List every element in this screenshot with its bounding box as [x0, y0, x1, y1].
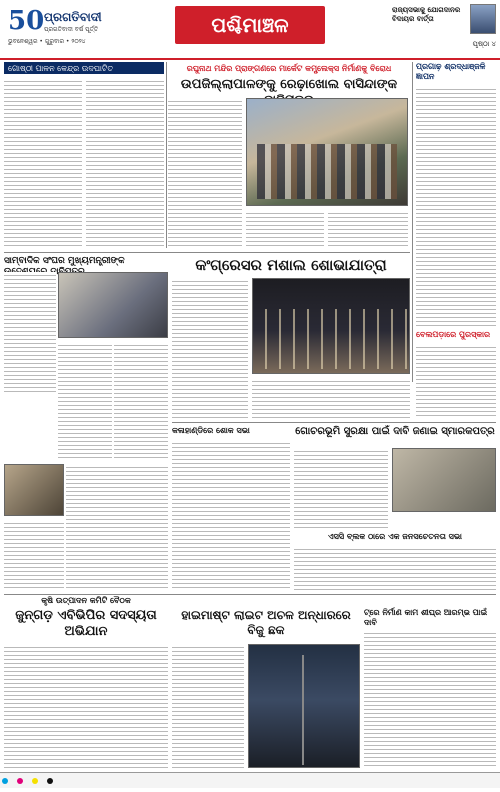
- newspaper-logo[interactable]: [8, 4, 138, 52]
- left-story-body: [4, 78, 82, 248]
- lead-kicker[interactable]: ରଘୁନାଥ ମନ୍ଦିର ପ୍ରାଙ୍ଗଣରେ ମାର୍କେଟ କମ୍ପ୍ଲେକ୍ସ ନିର୍ମାଣକୁ ବିରୋଧ: [186, 64, 392, 73]
- row3-photo[interactable]: [392, 448, 496, 512]
- masthead-tag: ରାଜ୍ୟସଭାକୁ ଯୋଗଦାନର ବିଦାୟର ବାର୍ତ୍ତା: [392, 6, 461, 23]
- black-dot-icon: [47, 778, 53, 784]
- portrait-photo: [470, 4, 496, 34]
- row-divider-3: [4, 594, 496, 595]
- yellow-dot-icon: [32, 778, 38, 784]
- logo-name: ପ୍ରଗତିବାଦୀ: [44, 10, 102, 24]
- masthead-right: [392, 4, 496, 54]
- row3-sub-body: [294, 546, 496, 590]
- column-divider: [166, 62, 167, 248]
- mid-center-body-2: [252, 378, 410, 418]
- left-lower-body: [66, 464, 168, 590]
- left-story-body-2: [86, 78, 164, 248]
- mid-left-body-3: [114, 342, 168, 460]
- column-divider-right: [412, 62, 413, 382]
- torch-rally-photo[interactable]: [252, 278, 410, 374]
- lead-photo[interactable]: [246, 98, 408, 206]
- bottom-center-body: [172, 644, 244, 768]
- high-mast-photo[interactable]: [248, 644, 360, 768]
- bottom-right-body: [364, 630, 496, 768]
- page-number: ପୃଷ୍ଠା ୪: [472, 40, 496, 48]
- right-column-body: [416, 86, 496, 326]
- section-title: ପଶ୍ଚିମାଞ୍ଚଳ: [175, 6, 325, 44]
- top-strip-headline[interactable]: ଗୋଷ୍ଠୀ ପାଳନ କେନ୍ଦ୍ର ଉଦଘାଟିତ: [4, 62, 164, 74]
- lead-story-body: [168, 98, 242, 248]
- row-divider: [4, 252, 410, 253]
- row3-center-headline[interactable]: କଳାହାଣ୍ଡିରେ ଶୋକ ସଭା: [172, 426, 250, 435]
- lead-headline[interactable]: ଉପଜିଲ୍ଲାପାଳଙ୍କୁ ରେଢ଼ାଖୋଲ ବାସିନ୍ଦାଙ୍କ: [180, 77, 398, 92]
- cyan-dot-icon: [2, 778, 8, 784]
- mid-left-photo[interactable]: [58, 272, 168, 338]
- mid-left-body-2: [58, 342, 112, 460]
- row-divider-2: [172, 422, 496, 423]
- lead-story-body-2: [246, 210, 324, 248]
- bottom-center-headline[interactable]: ହାଇମାଷ୍ଟ ଲାଇଟ ଅଚଳ ଅନ୍ଧାରରେ ବିଜୁ ଛକ: [181, 608, 351, 637]
- masthead: [0, 0, 500, 58]
- row3-sub-headline[interactable]: ଏସସି ବ୍ଲକ ଠାରେ ଏକ ଜନସଚେତନତା ସଭା: [328, 532, 462, 541]
- row3-center-body: [172, 440, 290, 590]
- magenta-dot-icon: [17, 778, 23, 784]
- left-lower-body-2: [4, 520, 64, 590]
- logo-number: 50: [8, 6, 45, 36]
- masthead-rule: [0, 58, 500, 60]
- mid-center-headline[interactable]: କଂଗ୍ରେସର ମଶାଲ ଶୋଭାଯାତ୍ରା: [195, 256, 387, 274]
- right-mid-headline[interactable]: ବେଲପଡ଼ାରେ ପୁରସ୍କାର: [416, 330, 491, 339]
- row3-right-headline[interactable]: ଗୋଚରଭୂମି ସୁରକ୍ଷା ପାଇଁ ଦାବି ଜଣାଇ ସ୍ମାରକପତ୍ର: [295, 426, 495, 437]
- bottom-right-headline[interactable]: ଟ୍ରେ ନିର୍ମାଣ କାମ ଶୀଘ୍ର ଆରମ୍ଭ ପାଇଁ ଦାବି: [364, 608, 488, 627]
- row4-center-headline[interactable]: କୃଷି ଉତ୍ପାଦନ କମିଟି ବୈଠକ: [41, 596, 131, 605]
- mid-left-body: [4, 272, 56, 392]
- row3-right-body: [294, 448, 388, 528]
- bottom-left-headline[interactable]: ଜୁନ୍‌ଗଡ଼ ଏବିଭିପିର ସଦସ୍ୟତା ଅଭିଯାନ: [15, 608, 157, 639]
- registration-strip: [0, 772, 500, 788]
- bottom-left-body: [4, 644, 168, 768]
- right-column-headline[interactable]: ପ୍ରଗାଢ଼ ଶ୍ରଦ୍ଧାଞ୍ଜଳି ଜ୍ଞାପନ: [416, 62, 486, 81]
- right-mid-body: [416, 344, 496, 418]
- mid-center-body: [172, 278, 248, 418]
- lead-story-body-3: [328, 210, 408, 248]
- dateline: ଭୁବନେଶ୍ୱର • ଗୁରୁବାର • ୨୦୨୪: [8, 38, 86, 45]
- left-photo-small[interactable]: [4, 464, 64, 516]
- logo-subtitle: ପ୍ରଗତିବାଦୀ ବର୍ଷ ପୂର୍ତ୍ତି: [44, 26, 99, 33]
- mid-left-headline[interactable]: ସାମ୍ବାଦିକ ସଂଘର ମୁଖ୍ୟମନ୍ତ୍ରୀଙ୍କ: [4, 256, 125, 266]
